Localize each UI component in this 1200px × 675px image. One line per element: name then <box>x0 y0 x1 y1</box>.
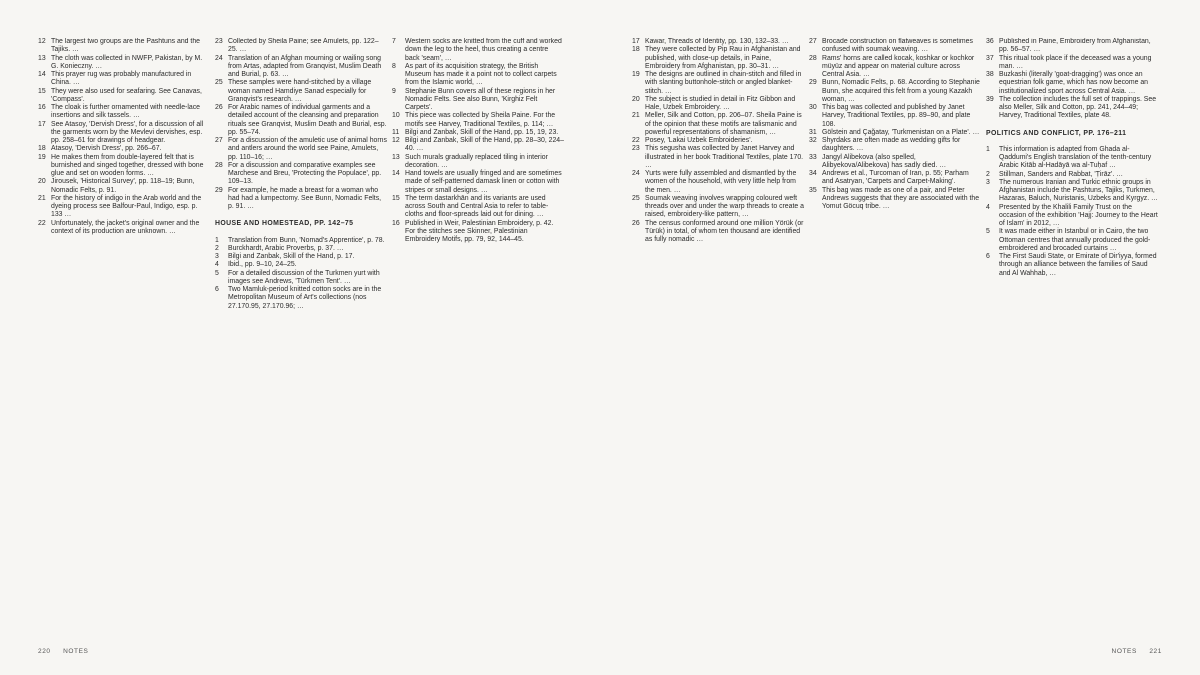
note-number: 1 <box>215 236 219 244</box>
note-entry <box>809 137 981 154</box>
section-heading: POLITICS AND CONFLICT, PP. 176–211 <box>986 129 1127 137</box>
note-text: Stephanie Bunn covers all of these regions in her Nomadic Felts. See also Bunn, 'Kirghiz Felt Carpets'. <box>405 87 556 111</box>
note-entry <box>215 38 387 55</box>
note-text: Meller, Silk and Cotton, pp. 206–07. Sheila Paine is of the opinion that these motifs are talismanic and powerful representations of shamanism, … <box>645 112 802 136</box>
note-entry <box>392 220 564 245</box>
note-text: Hand towels are usually fringed and are sometimes made of self-patterned damask linen or cotton with stripes or small designs. … <box>405 170 562 194</box>
left-page-column-1 <box>38 38 210 633</box>
note-number: 22 <box>632 137 640 144</box>
note-text: This segusha was collected by Janet Harvey and illustrated in her book Traditional Textiles, plate 170. … <box>645 145 804 169</box>
note-number: 18 <box>38 145 46 153</box>
note-number: 11 <box>392 128 400 136</box>
left-page-column-2 <box>215 38 387 633</box>
note-entry <box>632 96 804 113</box>
note-entry <box>809 187 981 212</box>
note-text: Two Mamluk-period knitted cotton socks are in the Metropolitan Museum of Art's collections (nos 27.170.95, 27.170.96; … <box>228 286 382 310</box>
note-number: 29 <box>809 79 817 87</box>
note-entry <box>38 178 210 195</box>
note-number: 5 <box>215 269 219 277</box>
note-text: This piece was collected by Sheila Paine. For the motifs see Harvey, Traditional Textiles, p. 114; … <box>405 112 556 128</box>
note-entry <box>632 195 804 220</box>
note-entry <box>215 237 387 245</box>
note-text: Brocade construction on flatweaves is sometimes confused with soumak weaving. … <box>822 38 973 54</box>
note-number: 25 <box>632 194 640 202</box>
note-text: This bag was made as one of a pair, and Peter Andrews suggests that they are associated with the Yomut Göcuq tribe. … <box>822 186 980 210</box>
note-number: 27 <box>809 38 817 45</box>
note-number: 36 <box>986 38 994 45</box>
note-entry <box>632 220 804 245</box>
note-number: 4 <box>986 203 990 211</box>
note-text: Rams' horns are called kocak, koshkar or kochkor müyüz and appear on material culture across Central Asia. … <box>822 54 975 78</box>
note-text: See Atasoy, 'Dervish Dress', for a discussion of all the garments worn by the Mevlevi dervishes, esp. pp. 258–61 for drawings of headgear. <box>51 120 204 144</box>
note-text: Yurts were fully assembled and dismantled by the women of the household, with very little help from the men. … <box>645 170 797 194</box>
note-text: Bilgi and Zanbak, Skill of the Hand, pp. 28–30, 224–40. … <box>405 137 564 153</box>
note-text: Jangyl Alibekova (also spelled, Alibyekova/Alibekova) has sadly died. … <box>822 153 947 169</box>
right-running-head: NOTES <box>1111 648 1137 655</box>
note-text: This ritual took place if the deceased was a young man. … <box>999 54 1152 70</box>
note-number: 15 <box>38 87 46 95</box>
section-heading: HOUSE AND HOMESTEAD, PP. 142–75 <box>215 220 354 228</box>
note-entry <box>632 46 804 71</box>
note-text: Gölstein and Çağatay, 'Turkmenistan on a Plate'. … <box>822 128 980 136</box>
note-entry <box>215 162 387 187</box>
note-entry <box>392 195 564 220</box>
note-text: The cloak is further ornamented with needle-lace insertions and silk tassels. … <box>51 104 200 120</box>
note-number: 14 <box>392 170 400 177</box>
note-number: 4 <box>215 261 219 269</box>
note-text: The largest two groups are the Pashtuns and the Tajiks. … <box>51 38 201 54</box>
note-entry <box>38 104 210 121</box>
note-number: 6 <box>215 286 219 293</box>
note-number: 37 <box>986 54 994 62</box>
note-entry <box>809 170 981 187</box>
note-text: This information is adapted from Ghada al-Qaddumi's English translation of the tenth-century Arabic Kitāb al-Hadāyā wa al-Tuḥaf … <box>999 145 1152 170</box>
note-text: Western socks are knitted from the cuff and worked down the leg to the heel, thus creating a centre back 'seam', … <box>405 38 562 62</box>
note-text: Translation from Bunn, 'Nomad's Apprentice', p. 78. <box>228 236 385 244</box>
note-text: The cloth was collected in NWFP, Pakistan, by M. G. Konieczny. … <box>51 54 203 70</box>
note-entry <box>215 245 387 253</box>
note-text: Jirousek, 'Historical Survey', pp. 118–19; Bunn, Nomadic Felts, p. 91. <box>51 178 195 194</box>
note-number: 23 <box>215 38 223 45</box>
note-text: For the history of indigo in the Arab world and the dyeing process see Balfour-Paul, Indigo, esp. p. 133 … <box>51 194 202 219</box>
note-number: 2 <box>215 244 219 252</box>
note-number: 21 <box>632 112 640 120</box>
note-entry <box>215 286 387 311</box>
note-text: For example, he made a breast for a woman who had had a lumpectomy. See Bunn, Nomadic Felts, p. 91. … <box>228 186 382 210</box>
note-text: Presented by the Khalili Family Trust on the occasion of the exhibition 'Hajj: Journey to the Heart of Islam' in 2012, … <box>999 203 1158 227</box>
note-entry <box>632 170 804 195</box>
note-text: The collection includes the full set of trappings. See also Meller, Silk and Cotton, pp. 241, 244–49; Harvey, Traditional Textiles, plate 48. <box>999 95 1157 120</box>
note-text: He makes them from double-layered felt that is burnished and singed together, dressed with bone glue and set on wooden forms. … <box>51 153 204 177</box>
note-number: 2 <box>986 170 990 178</box>
note-number: 16 <box>392 219 400 227</box>
note-entry <box>38 88 210 105</box>
note-entry <box>809 79 981 104</box>
note-text: For a discussion of the amuletic use of animal horns and antlers around the world see Paine, Amulets, pp. 110–16; … <box>228 137 387 161</box>
note-number: 9 <box>392 87 396 95</box>
note-entry <box>38 145 210 153</box>
note-number: 17 <box>632 38 640 45</box>
note-entry <box>986 146 1158 171</box>
note-number: 17 <box>38 120 46 128</box>
note-text: Atasoy, 'Dervish Dress', pp. 266–67. <box>51 145 162 153</box>
note-number: 23 <box>632 145 640 153</box>
note-text: Unfortunately, the jacket's original owner and the context of its production are unknown. … <box>51 219 200 235</box>
note-number: 19 <box>632 71 640 78</box>
note-number: 30 <box>809 104 817 111</box>
note-entry <box>986 204 1158 229</box>
right-page-column-1 <box>632 38 804 633</box>
note-text: Soumak weaving involves wrapping coloured weft threads over and under the warp threads to create a raised, embroidery-like pattern, … <box>645 194 804 219</box>
right-page-column-2 <box>809 38 981 633</box>
note-number: 7 <box>392 38 396 45</box>
note-entry <box>986 179 1158 204</box>
note-entry <box>215 270 387 287</box>
note-number: 25 <box>215 79 223 87</box>
note-entry <box>392 170 564 195</box>
note-entry <box>392 38 564 63</box>
left-footer <box>38 648 98 655</box>
note-text: The First Saudi State, or Emirate of Dir'iyya, formed through an alliance between the families of Saud and Al Wahhab, … <box>999 253 1157 277</box>
note-entry <box>986 38 1158 55</box>
note-entry <box>215 253 387 261</box>
note-entry <box>392 88 564 113</box>
note-text: For Arabic names of individual garments and a detailed account of the cleansing and preparation rituals see Granqvist, Muslim Death and Burial, esp. pp. 55–74. <box>228 104 387 136</box>
note-text: They were also used for seafaring. See Canavas, 'Compass'. <box>51 87 202 103</box>
note-entry <box>215 104 387 137</box>
note-entry <box>38 195 210 220</box>
note-number: 20 <box>38 178 46 186</box>
note-number: 18 <box>632 46 640 54</box>
right-page-column-3 <box>986 38 1158 633</box>
note-number: 3 <box>986 178 990 186</box>
note-text: As part of its acquisition strategy, the British Museum has made it a point not to collect carpets from the Islamic world, … <box>405 62 557 87</box>
note-entry <box>38 38 210 55</box>
note-entry <box>986 253 1158 278</box>
note-text: Ibid., pp. 9–10, 24–25. <box>228 261 297 269</box>
note-entry <box>38 71 210 88</box>
note-entry <box>986 228 1158 253</box>
note-number: 27 <box>215 137 223 144</box>
note-number: 24 <box>215 54 223 62</box>
note-entry <box>392 154 564 171</box>
note-entry <box>215 137 387 162</box>
note-entry <box>809 154 981 171</box>
note-entry <box>986 96 1158 121</box>
note-text: Published in Paine, Embroidery from Afghanistan, pp. 56–57. … <box>999 38 1151 54</box>
note-entry <box>392 129 564 137</box>
note-entry <box>38 121 210 146</box>
note-number: 3 <box>215 253 219 260</box>
note-entry <box>38 220 210 237</box>
note-text: Posey, 'Lakai Uzbek Embroideries'. <box>645 137 753 144</box>
left-page-column-3 <box>392 38 564 633</box>
note-number: 28 <box>215 161 223 169</box>
note-text: The census conformed around one million Yörük (or Türük) in total, of whom ten thousand are identified as fully nomadic … <box>645 219 804 243</box>
note-text: Shyrdaks are often made as wedding gifts for daughters. … <box>822 137 961 153</box>
note-entry <box>632 137 804 145</box>
note-text: For a detailed discussion of the Turkmen yurt with images see Andrews, 'Türkmen Tent'. … <box>228 269 380 285</box>
note-text: Translation of an Afghan mourning or wailing song from Artas, adapted from Granqvist, Muslim Death and Burial, p. 63. … <box>228 54 382 78</box>
note-entry <box>632 71 804 96</box>
note-number: 34 <box>809 170 817 177</box>
note-number: 19 <box>38 153 46 161</box>
note-number: 1 <box>986 145 990 153</box>
note-number: 22 <box>38 219 46 227</box>
note-number: 15 <box>392 194 400 202</box>
note-entry <box>986 71 1158 96</box>
note-number: 24 <box>632 170 640 177</box>
note-entry <box>215 79 387 104</box>
note-entry <box>809 129 981 137</box>
note-text: Published in Weir, Palestinian Embroidery, p. 42. For the stitches see Skinner, Palestinian Embroidery Motifs, pp. 79, 92, 144–45. <box>405 219 554 243</box>
note-entry <box>632 145 804 170</box>
note-text: It was made either in Istanbul or in Cairo, the two Ottoman centres that annually produced the gold-embroidered and brocaded curtains … <box>999 228 1151 252</box>
note-text: Stillman, Sanders and Rabbat, 'Ṭirāz'. … <box>999 170 1124 178</box>
note-text: Andrews et al., Turcoman of Iran, p. 55; Parham and Asatryan, 'Carpets and Carpet-Making'. <box>822 170 969 186</box>
note-text: Such murals gradually replaced tiling in interior decoration. … <box>405 153 548 169</box>
note-entry <box>38 55 210 72</box>
note-number: 32 <box>809 137 817 144</box>
note-entry <box>809 55 981 80</box>
note-number: 12 <box>38 38 46 45</box>
note-entry <box>392 63 564 88</box>
note-number: 29 <box>215 186 223 194</box>
note-text: Bunn, Nomadic Felts, p. 68. According to Stephanie Bunn, she acquired this felt from a young Kazakh woman, … <box>822 79 980 103</box>
note-text: Bilgi and Zanbak, Skill of the Hand, pp. 15, 19, 23. <box>405 128 559 136</box>
note-number: 33 <box>809 153 817 161</box>
note-number: 26 <box>632 219 640 227</box>
note-text: The designs are outlined in chain-stitch and filled in with slanting buttonhole-stitch or angled blanket-stitch. … <box>645 71 802 95</box>
note-entry <box>632 38 804 46</box>
left-running-head: NOTES <box>63 648 89 655</box>
note-entry <box>215 55 387 80</box>
note-entry <box>38 154 210 179</box>
note-entry <box>392 112 564 129</box>
note-text: Bilgi and Zanbak, Skill of the Hand, p. 17. <box>228 253 355 260</box>
note-number: 39 <box>986 95 994 103</box>
note-number: 14 <box>38 71 46 78</box>
note-text: This bag was collected and published by Janet Harvey, Traditional Textiles, pp. 89–90, and plate 108. <box>822 104 971 128</box>
note-number: 8 <box>392 62 396 70</box>
note-entry <box>809 38 981 55</box>
note-number: 26 <box>215 104 223 111</box>
note-number: 13 <box>38 54 46 62</box>
note-number: 20 <box>632 95 640 103</box>
note-number: 28 <box>809 54 817 62</box>
note-entry <box>632 112 804 137</box>
right-footer <box>1112 648 1162 655</box>
note-entry <box>215 187 387 212</box>
right-page-number: 221 <box>1149 648 1162 655</box>
note-text: The subject is studied in detail in Fitz Gibbon and Hale, Uzbek Embroidery. … <box>645 95 796 111</box>
note-number: 13 <box>392 153 400 161</box>
note-text: Buzkashi (literally 'goat-dragging') was once an equestrian folk game, which has now become an institutionalized sport across Central Asia. … <box>999 71 1148 95</box>
note-number: 6 <box>986 253 990 260</box>
note-number: 16 <box>38 104 46 111</box>
note-text: The numerous Iranian and Turkic ethnic groups in Afghanistan include the Pashtuns, Tajiks, Turkmen, Hazaras, Baluch, Nuristanis, Uzbeks and Kyrgyz. … <box>999 178 1158 203</box>
note-text: Kawar, Threads of Identity, pp. 130, 132–33. … <box>645 38 789 45</box>
note-text: Burckhardt, Arabic Proverbs, p. 37. … <box>228 244 344 252</box>
note-number: 38 <box>986 71 994 78</box>
note-number: 31 <box>809 128 817 136</box>
note-entry <box>392 137 564 154</box>
note-number: 10 <box>392 112 400 120</box>
note-number: 5 <box>986 228 990 236</box>
note-entry <box>986 171 1158 179</box>
note-entry <box>215 261 387 269</box>
left-page-number: 220 <box>38 648 51 655</box>
note-number: 35 <box>809 186 817 194</box>
note-text: Collected by Sheila Paine; see Amulets, pp. 122–25. … <box>228 38 379 54</box>
note-entry <box>809 104 981 129</box>
note-text: The term dastarkhān and its variants are used across South and Central Asia to refer to table-cloths and floor-spreads laid out for dining. … <box>405 194 549 219</box>
note-text: This prayer rug was probably manufactured in China. … <box>51 71 192 87</box>
note-number: 12 <box>392 137 400 144</box>
note-entry <box>986 55 1158 72</box>
note-text: They were collected by Pip Rau in Afghanistan and published, with close-up details, in Paine, Embroidery from Afghanistan, pp. 30–31. … <box>645 46 801 70</box>
note-text: These samples were hand-stitched by a village woman named Hamdiye Sanad especially for Granqvist's research. … <box>228 79 372 103</box>
note-text: For a discussion and comparative examples see Marchese and Breu, 'Protecting the Populace', pp. 109–13. <box>228 161 382 186</box>
note-number: 21 <box>38 194 46 202</box>
